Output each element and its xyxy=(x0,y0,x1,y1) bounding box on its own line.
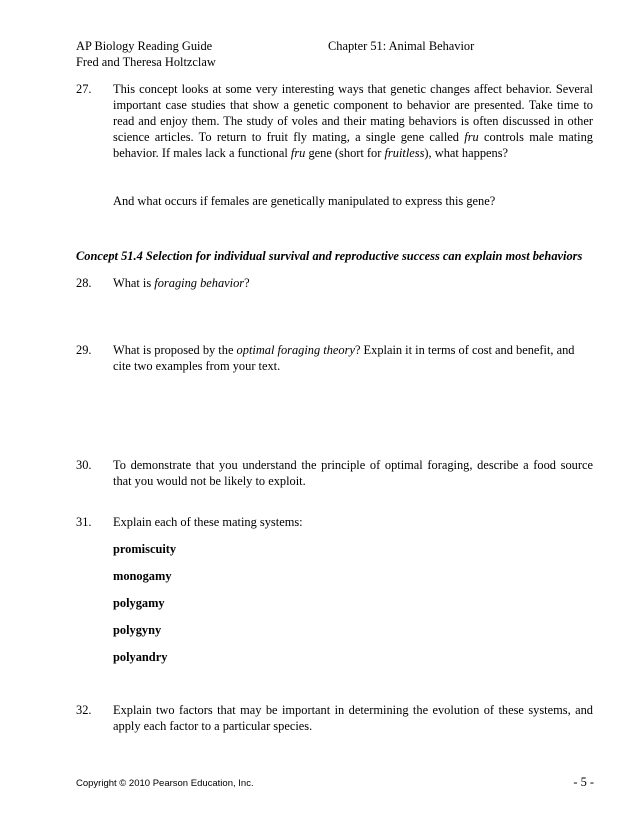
q27-fru-term-2: fru xyxy=(290,146,306,160)
question-32-text: Explain two factors that may be important in determining the evolution of these systems, and apply each factor to a particular species. xyxy=(113,703,593,733)
question-27-text xyxy=(113,81,593,161)
term-polygyny: polygyny xyxy=(113,623,162,637)
question-30-text: To demonstrate that you understand the principle of optimal foraging, describe a food source that you would not be likely to exploit. xyxy=(113,458,593,488)
question-32-number: 32. xyxy=(76,703,92,717)
question-27-number: 27. xyxy=(76,82,92,96)
term-polygamy: polygamy xyxy=(113,596,165,610)
question-29-number: 29. xyxy=(76,343,92,357)
question-28-text xyxy=(113,275,593,291)
copyright-footer: Copyright © 2010 Pearson Education, Inc. xyxy=(76,778,254,789)
q27-text-part3: gene (short for xyxy=(305,146,385,160)
header-left xyxy=(76,38,216,70)
q29-post: ? Explain it in terms of cost and benefit, and cite two examples from your text. xyxy=(113,343,575,373)
concept-heading: Concept 51.4 Selection for individual survival and reproductive success can explain most behaviors xyxy=(76,249,583,263)
term-polyandry: polyandry xyxy=(113,650,168,664)
term-promiscuity: promiscuity xyxy=(113,542,177,556)
q29-term: optimal foraging theory xyxy=(236,343,355,357)
q28-post: ? xyxy=(244,276,250,290)
question-29-text xyxy=(113,342,593,374)
chapter-title: Chapter 51: Animal Behavior xyxy=(328,39,475,53)
question-28-number: 28. xyxy=(76,276,92,290)
question-27-followup: And what occurs if females are genetically manipulated to express this gene? xyxy=(113,194,496,208)
q27-fru-term: fru xyxy=(464,130,479,144)
authors: Fred and Theresa Holtzclaw xyxy=(76,55,216,69)
guide-title: AP Biology Reading Guide xyxy=(76,39,213,53)
q27-text-part1: This concept looks at some very interesting ways that genetic changes affect behavior. Several important case studies that show a genetic component to behavior are presented. Take time to read and enjoy them. The study of voles and their mating behaviors is often discussed in other science articles. To return to fruit fly mating, a single gene called xyxy=(113,82,593,144)
q29-pre: What is proposed by the xyxy=(113,343,237,357)
q28-term: foraging behavior xyxy=(154,276,245,290)
term-monogamy: monogamy xyxy=(113,569,172,583)
q27-text-part2: controls male mating behavior. If males lack a functional xyxy=(113,130,593,160)
q27-fruitless-term: fruitless xyxy=(384,146,425,160)
q27-text-part4: ), what happens? xyxy=(424,146,509,160)
question-31-number: 31. xyxy=(76,515,92,529)
question-30-number: 30. xyxy=(76,458,92,472)
question-31-text: Explain each of these mating systems: xyxy=(113,515,303,529)
page-number: - 5 - xyxy=(573,775,594,789)
q28-pre: What is xyxy=(113,276,155,290)
